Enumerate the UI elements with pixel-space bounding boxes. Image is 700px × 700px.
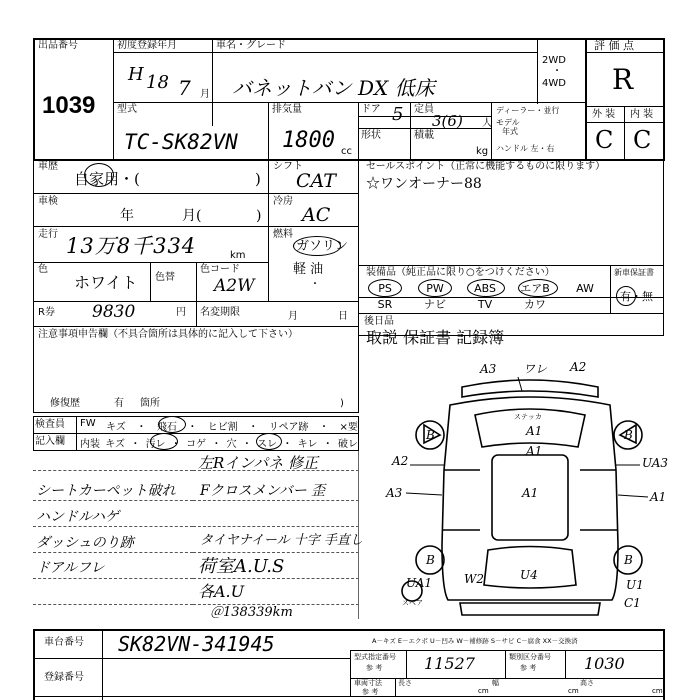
inspector-row2-1: キズ bbox=[105, 439, 126, 450]
equipment-item-tv: TV bbox=[477, 298, 493, 311]
pw-circle bbox=[418, 279, 452, 297]
name-change-month: 月 bbox=[288, 311, 298, 322]
interior-grade: C bbox=[633, 126, 652, 154]
inspector-row1-3: 飛石 bbox=[156, 422, 177, 433]
sales-points-label: セールスポイント（正常に機能するものに限ります） bbox=[366, 161, 606, 172]
fuel-label: 燃料 bbox=[273, 229, 293, 240]
mark-a3-top: A3 bbox=[480, 362, 497, 376]
length-unit: cm bbox=[478, 687, 489, 695]
recycle-amount: 9830 bbox=[92, 302, 136, 322]
documents-value: 取説 保証書 記録簿 bbox=[366, 328, 505, 347]
yen-unit: 円 bbox=[176, 307, 186, 318]
km-unit: km bbox=[230, 250, 246, 261]
model-year-label: モデル bbox=[496, 118, 520, 127]
color-value: ホワイト bbox=[74, 273, 138, 292]
shift-label: シフト bbox=[273, 161, 303, 172]
kg-unit: kg bbox=[476, 146, 489, 157]
damage-legend: A－キズ E－エクボ U－凹み W－補修跡 S－サビ C－腐食 XX－交換済 bbox=[372, 637, 578, 645]
color-code-label: 色コード bbox=[200, 264, 240, 275]
month-unit: 月 bbox=[200, 89, 210, 100]
chassis-number: SK82VN-341945 bbox=[118, 632, 275, 656]
model-code: TC-SK82VN bbox=[124, 130, 238, 154]
size-label: 車両寸法 bbox=[354, 679, 382, 687]
chip-circle bbox=[158, 416, 186, 433]
inspector-row1-8: ・ bbox=[319, 422, 330, 433]
car-name-label: 車名・グレード bbox=[216, 40, 286, 51]
repair-location: 箇所 bbox=[140, 398, 160, 409]
capacity-value: 3(6) bbox=[432, 112, 463, 130]
model-label: 型式 bbox=[117, 104, 137, 115]
comment-3: Fクロスメンバー 歪 bbox=[200, 483, 326, 499]
load-label: 積載 bbox=[414, 130, 434, 141]
mark-ua3-right: UA3 bbox=[642, 456, 669, 470]
mark-spare: スペア bbox=[402, 599, 423, 607]
mark-b-front-right: B bbox=[624, 428, 633, 442]
first-reg-era: H bbox=[128, 64, 144, 85]
inspector-row2-10: ・ bbox=[282, 439, 293, 450]
color-change-label: 色替 bbox=[155, 272, 175, 283]
airbag-circle bbox=[518, 279, 558, 297]
comment-8: 荷室A.U.S bbox=[198, 556, 285, 577]
comment-9: 各A.U bbox=[198, 582, 245, 601]
history-circle bbox=[84, 163, 114, 187]
mark-a1-roof: A1 bbox=[522, 486, 539, 500]
history-close: ) bbox=[255, 170, 261, 188]
displacement-value: 1800 bbox=[282, 128, 335, 153]
mark-a1-upper: A1 bbox=[526, 444, 543, 458]
fuel-dot: ・ bbox=[310, 279, 320, 290]
equipment-item-airbag: エアB bbox=[520, 282, 550, 295]
displacement-label: 排気量 bbox=[272, 104, 302, 115]
mark-u1-right: U1 bbox=[626, 578, 644, 592]
mark-a3-left: A3 bbox=[386, 486, 403, 500]
mark-a2-top: A2 bbox=[570, 360, 587, 374]
doors-label: ドア bbox=[361, 104, 381, 115]
model-year-label2: 年式 bbox=[502, 127, 518, 136]
lot-number-label: 出品番号 bbox=[38, 40, 78, 51]
stain-circle bbox=[150, 433, 178, 450]
equipment-item-aw: AW bbox=[576, 282, 594, 295]
inspector-row2-6: ・ bbox=[211, 439, 222, 450]
first-reg-year: 18 bbox=[146, 72, 169, 93]
mark-b-front-left: B bbox=[426, 428, 435, 442]
history-label: 車歴 bbox=[38, 161, 58, 172]
type-cert-value: 11527 bbox=[424, 654, 475, 673]
rear-bumper bbox=[460, 603, 600, 615]
comment-4: ハンドルハゲ bbox=[36, 509, 120, 525]
score-value: R bbox=[612, 63, 634, 96]
registration-label: 登録番号 bbox=[44, 672, 84, 683]
equipment-empty bbox=[560, 297, 610, 313]
size-sub: 参 考 bbox=[362, 688, 379, 696]
inspector-row1-7: リペア跡 bbox=[268, 422, 309, 433]
inspector-row1-5: ヒビ割 bbox=[207, 422, 238, 433]
inspector-row2-0: 内装 bbox=[80, 439, 100, 450]
interior-label: 内 装 bbox=[630, 109, 654, 120]
chassis-label: 車台番号 bbox=[44, 637, 84, 648]
inspector-row2-4: ・ bbox=[170, 439, 181, 450]
fuel-gas: ガソリン bbox=[296, 239, 349, 254]
inspector-row2-13: 破レ bbox=[337, 439, 358, 450]
inspection-year: 年 bbox=[120, 208, 134, 224]
shape-label: 形状 bbox=[361, 130, 381, 141]
drive-2wd: 2WD bbox=[542, 55, 566, 66]
warranty-value: 有・無 bbox=[620, 290, 653, 303]
equipment-item-pw: PW bbox=[426, 282, 444, 295]
name-change-label: 名変期限 bbox=[200, 307, 240, 318]
comment-5: ダッシュのり跡 bbox=[36, 535, 134, 551]
mileage-label: 走行 bbox=[38, 229, 58, 240]
inspector-row2 bbox=[80, 435, 358, 450]
vehicle-diagram bbox=[380, 355, 670, 625]
inspector-row1-9: ×要 bbox=[339, 422, 358, 433]
fuel-diesel: 軽 油 bbox=[293, 262, 324, 277]
inspector-row1-4: ・ bbox=[187, 422, 198, 433]
repair-history-label: 修復歴 bbox=[50, 398, 80, 409]
inspector-label: 検査員 bbox=[35, 419, 65, 430]
inspector-row2-9: スレ bbox=[257, 439, 278, 450]
width-label: 幅 bbox=[492, 679, 499, 687]
fuel-gas-circle bbox=[293, 236, 341, 256]
handle-label: ハンドル 左・右 bbox=[496, 144, 555, 153]
recycle-label: R券 bbox=[38, 307, 55, 318]
height-unit: cm bbox=[652, 687, 663, 695]
mark-b-rear-left: B bbox=[426, 553, 435, 567]
inspector-row2-2: ・ bbox=[130, 439, 141, 450]
comment-7: ドアルフレ bbox=[36, 560, 105, 576]
equipment-label: 装備品（純正品に限り○をつけください） bbox=[366, 267, 555, 278]
abs-circle bbox=[467, 279, 505, 297]
scuff-circle bbox=[256, 433, 282, 450]
mark-sticker: ステッカ bbox=[514, 413, 542, 421]
shift-value: CAT bbox=[296, 170, 336, 192]
mark-crack: ワレ bbox=[523, 362, 548, 376]
first-registration-label: 初度登録年月 bbox=[117, 40, 177, 51]
exterior-label: 外 装 bbox=[592, 109, 616, 120]
inspector-row1-0: FW bbox=[80, 418, 96, 429]
notes-label: 注意事項申告欄（不具合箇所は具体的に記入して下さい） bbox=[38, 329, 298, 340]
equipment-row2 bbox=[360, 297, 610, 313]
score-label: 評 価 点 bbox=[594, 39, 634, 52]
repair-close: ) bbox=[340, 398, 344, 409]
equipment-item-leather: カワ bbox=[524, 298, 546, 311]
documents-label: 後日品 bbox=[364, 316, 394, 327]
capacity-unit: 人 bbox=[482, 118, 492, 129]
inspector-row2-3: 汚レ bbox=[145, 439, 166, 450]
lot-number: 1039 bbox=[42, 92, 96, 119]
cc-unit: cc bbox=[341, 146, 352, 157]
inspector-row1-1: キズ bbox=[106, 422, 126, 433]
color-code: A2W bbox=[214, 276, 255, 296]
dealer-label: ディーラー・並行 bbox=[496, 106, 560, 115]
ac-label: 冷房 bbox=[273, 196, 293, 207]
class-label: 類別区分番号 bbox=[509, 653, 551, 661]
repair-history-value: 有 bbox=[114, 398, 124, 409]
ps-circle bbox=[368, 279, 402, 297]
exterior-grade: C bbox=[595, 126, 614, 154]
front-bumper bbox=[462, 380, 598, 397]
warranty-label: 新車保証書 bbox=[614, 268, 654, 277]
class-value: 1030 bbox=[584, 654, 625, 673]
history-options: 自家用・( bbox=[74, 170, 140, 188]
comment-1: 左Rインパネ 修正 bbox=[198, 454, 319, 472]
inspector-row1-2: ・ bbox=[136, 422, 147, 433]
name-change-day: 日 bbox=[338, 311, 348, 322]
equipment-item-abs: ABS bbox=[474, 282, 496, 295]
equipment-item-navi: ナビ bbox=[424, 298, 446, 311]
mark-ua1-left: UA1 bbox=[406, 576, 433, 590]
inspector-row2-7: 穴 bbox=[226, 439, 237, 450]
inspector-row2-11: キレ bbox=[297, 439, 318, 450]
drive-dot: ・ bbox=[552, 66, 562, 77]
mileage-value: 13万8千334 bbox=[66, 234, 197, 258]
height-label: 高さ bbox=[580, 679, 594, 687]
mark-a1-windshield: A1 bbox=[526, 424, 543, 438]
first-reg-month: 7 bbox=[178, 76, 191, 100]
inspector-row1 bbox=[80, 418, 358, 433]
drive-4wd: 4WD bbox=[542, 78, 566, 89]
comment-6: タイヤナイール 十字 手直し bbox=[200, 533, 363, 548]
entry-label: 記入欄 bbox=[35, 436, 65, 447]
inspection-close: ) bbox=[256, 208, 262, 224]
mark-a1-right: A1 bbox=[650, 490, 667, 504]
ac-value: AC bbox=[302, 204, 331, 226]
mark-a2-left: A2 bbox=[392, 454, 409, 468]
mark-c1-right: C1 bbox=[624, 596, 641, 610]
color-label: 色 bbox=[38, 264, 48, 275]
equipment-item-ps: PS bbox=[378, 282, 392, 295]
sales-points-text: ☆ワンオーナー88 bbox=[366, 176, 482, 192]
inspector-row2-5: コゲ bbox=[186, 439, 207, 450]
equipment-item-sr: SR bbox=[377, 298, 393, 311]
length-label: 長さ bbox=[398, 679, 412, 687]
mark-u4-rear: U4 bbox=[520, 568, 538, 582]
warranty-circle bbox=[616, 286, 636, 306]
inspection-month: 月( bbox=[182, 208, 202, 224]
inspector-row2-12: ・ bbox=[322, 439, 333, 450]
mark-b-rear-right: B bbox=[624, 553, 633, 567]
inspection-label: 車検 bbox=[38, 196, 58, 207]
inspector-row1-6: ・ bbox=[248, 422, 259, 433]
car-name: バネットバン DX 低床 bbox=[232, 76, 435, 100]
comment-10: ＠138339km bbox=[210, 605, 293, 620]
comment-2: シートカーペット破れ bbox=[36, 483, 176, 499]
class-sub: 参 考 bbox=[520, 664, 537, 672]
capacity-label: 定員 bbox=[414, 104, 434, 115]
mark-w2: W2 bbox=[464, 572, 484, 586]
type-cert-label: 型式指定番号 bbox=[354, 653, 396, 661]
inspector-row2-8: ・ bbox=[241, 439, 252, 450]
type-cert-sub: 参 考 bbox=[366, 664, 383, 672]
doors-value: 5 bbox=[392, 104, 404, 125]
width-unit: cm bbox=[568, 687, 579, 695]
